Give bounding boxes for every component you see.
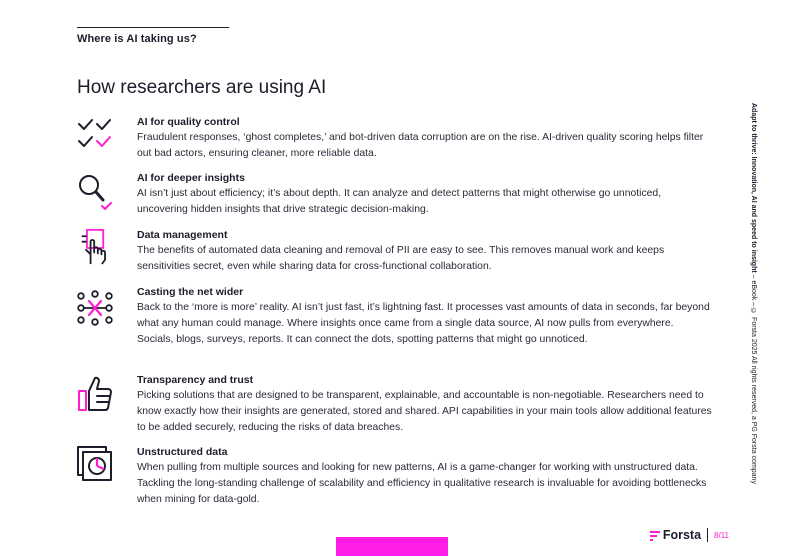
- item-title: Casting the net wider: [137, 286, 244, 298]
- double-checkmark-icon: [77, 116, 115, 154]
- item-title: Data management: [137, 229, 228, 241]
- network-nodes-icon: [77, 288, 115, 326]
- item-title: AI for deeper insights: [137, 172, 245, 184]
- section-label: Where is AI taking us?: [77, 33, 197, 45]
- top-rule: [77, 27, 229, 28]
- magnifier-icon: [77, 172, 115, 210]
- footer-divider: [707, 528, 708, 542]
- item-title: AI for quality control: [137, 116, 240, 128]
- forsta-logo-icon: [650, 530, 660, 540]
- item-body: Fraudulent responses, ‘ghost completes,’ and bot-driven data corruption are on the rise. AI-driven quality scoring helps filter out bad actors, ensuring cleaner, more reliable data.: [137, 132, 704, 159]
- side-caption: [747, 103, 759, 518]
- item-body: When pulling from multiple sources and looking for new patterns, AI is a game-changer for working with unstructured data. Tackling the long-standing challenge of scalability and efficiency in qualitative research is invaluable for avoiding bottlenecks when mining for data-gold.: [137, 462, 707, 505]
- item-body: The benefits of automated data cleaning and removal of PII are easy to see. This removes manual work and keeps sensitivities secret, even while sharing data for cross-functional collaboration.: [137, 245, 665, 272]
- side-caption-title: Adapt to thrive: Innovation, AI and speed to insight: [750, 103, 757, 273]
- accent-bar: [336, 537, 448, 556]
- item-body: AI isn’t just about efficiency; it’s about depth. It can analyze and detect patterns that might otherwise go unnoticed, uncovering hidden insights that drive strategic decision-making.: [137, 188, 662, 215]
- item-body: Back to the ‘more is more’ reality. AI isn’t just fast, it’s lightning fast. It processes vast amounts of data in seconds, far beyond what any human could manage. Where insights once came from a single data source, AI now pulls from everywhere. Socials, blogs, surveys, reports. It can connect the dots, spotting patterns that might go unnoticed.: [137, 302, 710, 345]
- hand-pointer-icon: [77, 229, 115, 267]
- thumbs-up-icon: [77, 374, 115, 412]
- forsta-logo: [650, 528, 701, 542]
- item-body: Picking solutions that are designed to be transparent, explainable, and accountable is non-negotiable. Researchers need to know exactly how their insights are generated, stored and shared. API capabilities in your main tools allow additional features to be added securely, reducing the risks of data breaches.: [137, 390, 712, 433]
- footer: [650, 528, 729, 542]
- page-number: 8/11: [714, 530, 729, 540]
- item-title: Transparency and trust: [137, 374, 254, 386]
- side-caption-rest: – eBook – © Forsta 2025 All rights reserved, a PG Forsta company: [750, 272, 757, 484]
- item-title: Unstructured data: [137, 446, 228, 458]
- logo-text: Forsta: [662, 528, 702, 542]
- page-title: How researchers are using AI: [77, 77, 327, 98]
- pie-chart-icon: [77, 446, 115, 484]
